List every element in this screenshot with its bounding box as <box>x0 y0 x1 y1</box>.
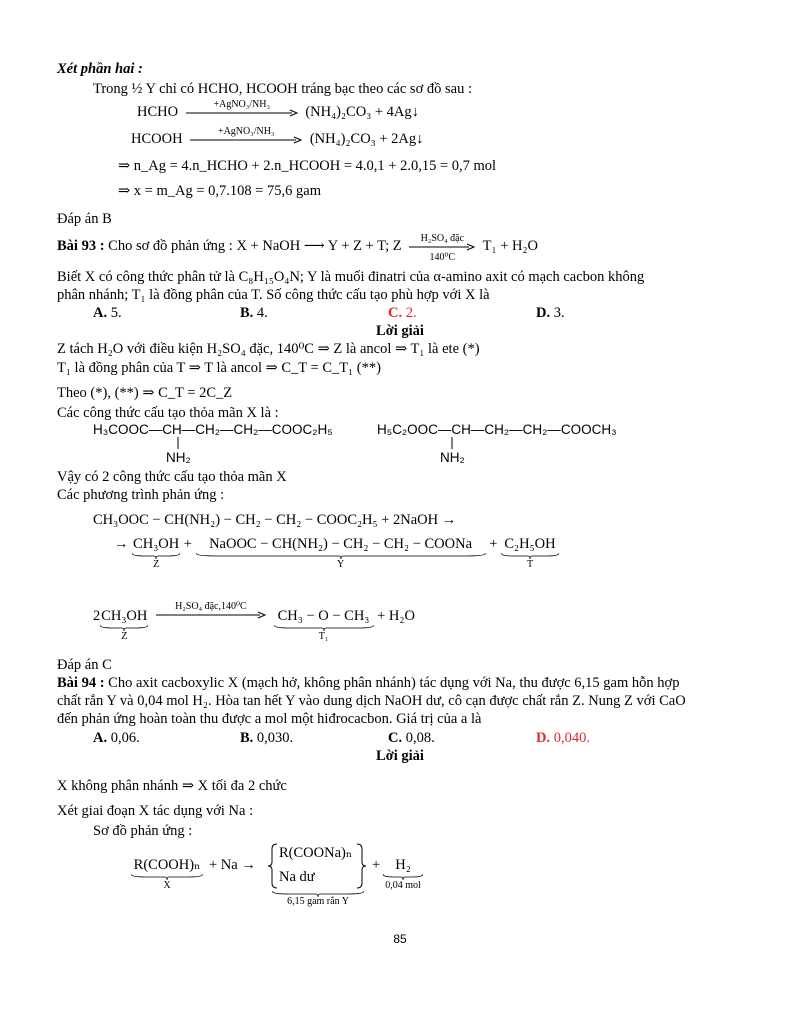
scheme-plus-na: + Na → <box>209 857 256 873</box>
bai93-option-a: A. 5. <box>93 305 122 321</box>
bai94-option-a: A. 0,06. <box>93 730 140 746</box>
reaction-hcho <box>137 98 419 121</box>
bai94-text3: đến phản ứng hoàn toàn thu được a mol một hiđrocacbon. Giá trị của a là <box>57 711 482 727</box>
bai93-arrow <box>409 232 475 263</box>
page-number: 85 <box>393 932 407 946</box>
bai94-text2: chất rắn Y và 0,04 mol H₂. Hòa tan hết Y vào dung dịch NaOH dư, cô cạn được chất rắn Z. Nung Z với CaO <box>57 693 686 709</box>
reaction-arrow <box>190 125 302 144</box>
eq3-z-group <box>100 607 148 642</box>
arrow-label: +AgNO₃/NH₃ <box>213 98 270 110</box>
bai94-s2: Xét giai đoạn X tác dụng với Na : <box>57 803 254 819</box>
eq2-arrow: → <box>114 536 129 552</box>
reaction-hcooh-left: HCOOH <box>131 131 183 147</box>
bai94-text1-content: Cho axit cacboxylic X (mạch hở, không phân nhánh) tác dụng với Na, thu được 6,15 gam hỗn hợp <box>108 675 680 691</box>
reaction-hcho-right: (NH₄)₂CO₃ + 4Ag↓ <box>305 104 419 120</box>
eq3-t1-group <box>274 607 374 642</box>
eq2-z-label: Z <box>153 559 160 570</box>
scheme-h2-group <box>383 856 423 891</box>
bai94-s1: X không phân nhánh ⇒ X tối đa 2 chức <box>57 778 287 794</box>
scheme-x-label: X <box>163 880 171 891</box>
answer-b: Đáp án B <box>57 211 112 227</box>
reaction-hcho-left: HCHO <box>137 104 179 120</box>
structure-1-sub: NH₂ <box>166 450 191 465</box>
eq3-arrow <box>156 601 266 619</box>
bai94-text1 <box>57 674 679 692</box>
structure-2-sub: NH₂ <box>440 450 465 465</box>
bai93-label: Bài 93 : <box>57 238 105 254</box>
eq2-t-group <box>501 535 559 570</box>
eq3-z-label: Z <box>121 631 128 642</box>
scheme-plus2: + <box>372 857 381 873</box>
bai93-option-c: C. 2. <box>388 305 417 321</box>
eq3-tail: + H₂O <box>377 608 415 624</box>
bai94-option-c: C. 0,08. <box>388 730 435 746</box>
arrow-label: H₂SO₄ đặc,140⁰C <box>175 601 247 612</box>
bai93-stem-a: Cho sơ đồ phản ứng : X + NaOH ⟶ Y + Z + T; Z <box>108 238 402 254</box>
scheme-prod-label: 6,15 gam rắn Y <box>287 896 349 907</box>
bai93-text2: phân nhánh; T₁ là đồng phân của T. Số công thức cấu tạo phù hợp với X là <box>57 287 490 303</box>
scheme-h2-label: 0,04 mol <box>385 880 421 891</box>
eq2-t-label: T <box>526 559 534 570</box>
reaction-hcooh-right: (NH₄)₂CO₃ + 2Ag↓ <box>309 131 424 147</box>
bai93-stem <box>57 232 539 263</box>
calc-mass: ⇒ x = m_Ag = 0,7.108 = 75,6 gam <box>118 183 322 199</box>
eq2-z-group <box>132 535 180 570</box>
bai94-solution-title: Lời giải <box>376 748 424 764</box>
bai93-s2: T₁ là đồng phân của T ⇒ T là ancol ⇒ C_T = C_T₁ (**) <box>57 360 381 376</box>
bai93-option-b: B. 4. <box>240 305 268 321</box>
scheme-h2 <box>383 856 423 891</box>
bai94-option-d: D. 0,040. <box>536 730 590 746</box>
structure-2: H₅C₂OOC—CH—CH₂—CH₂—COOCH₃ <box>377 422 617 437</box>
eq2-y-label: Y <box>336 559 345 570</box>
eq3-coef: 2 <box>93 608 101 624</box>
bai93-s1: Z tách H₂O với điều kiện H₂SO₄ đặc, 140⁰C ⇒ Z là ancol ⇒ T₁ là ete (*) <box>57 341 480 357</box>
eq2-y-group <box>196 535 486 570</box>
scheme-prod2: Na dư <box>279 869 315 885</box>
bai93-text1: Biết X có công thức phân tử là C₈H₁₅O₄N; Y là muối đinatri của α-amino axit có mạch cacbon không <box>57 269 645 285</box>
arrow-label: +AgNO₃/NH₃ <box>217 125 275 137</box>
bai93-option-d: D. 3. <box>536 305 565 321</box>
reaction-hcooh <box>131 125 424 148</box>
bai94-option-b: B. 0,030. <box>240 730 294 746</box>
eq2-y: NaOOC − CH(NH₂) − CH₂ − CH₂ − COONa <box>209 536 473 552</box>
scheme-x-group <box>131 856 203 891</box>
bond-line-icon <box>176 437 180 449</box>
eq2-t: C₂H₅OH <box>504 536 556 552</box>
bai93-solution-title: Lời giải <box>376 323 424 339</box>
left-brace-icon <box>268 843 278 889</box>
scheme-left <box>131 856 203 891</box>
equation-3 <box>93 601 415 642</box>
scheme-prod1: R(COONa)ₙ <box>279 845 353 861</box>
eq3-t1-label: T₁ <box>318 631 329 642</box>
calc-nag: ⇒ n_Ag = 4.n_HCHO + 2.n_HCOOH = 4.0,1 + 2.0,15 = 0,7 mol <box>118 158 497 174</box>
eq3-t1: CH₃ − O − CH₃ <box>277 608 370 624</box>
part-two-heading: Xét phần hai : <box>57 61 143 77</box>
scheme-x: R(COOH)ₙ <box>133 857 201 873</box>
answer-c: Đáp án C <box>57 657 112 673</box>
eq2-z: CH₃OH <box>133 536 180 552</box>
part-two-intro: Trong ½ Y chỉ có HCHO, HCOOH tráng bạc theo các sơ đồ sau : <box>93 81 472 97</box>
arrow-label-top: H₂SO₄ đặc <box>420 232 464 244</box>
bai94-label: Bài 94 : <box>57 675 105 691</box>
bai93-stem-b: T₁ + H₂O <box>482 238 539 254</box>
eq3-z: CH₃OH <box>101 608 148 624</box>
scheme-h2-formula: H₂ <box>395 857 411 873</box>
bai93-s3: Theo (*), (**) ⇒ C_T = 2C_Z <box>57 385 233 401</box>
equation-2: → CH₃OH Z + NaOOC − CH(NH₂) − CH₂ − CH₂ − COONa Y + C₂H₅OH T <box>114 535 559 570</box>
equation-1: CH₃OOC − CH(NH₂) − CH₂ − CH₂ − COOC₂H₅ + 2NaOH → <box>93 512 457 528</box>
arrow-label-bottom: 140⁰C <box>429 251 456 263</box>
reaction-arrow <box>186 98 298 117</box>
structure-1: H₃COOC—CH—CH₂—CH₂—COOC₂H₅ <box>93 422 333 437</box>
bai93-s6: Các phương trình phản ứng : <box>57 487 225 503</box>
bai94-s3: Sơ đồ phản ứng : <box>93 823 193 839</box>
bond-line-icon <box>450 437 454 449</box>
bai93-s5: Vậy có 2 công thức cấu tạo thỏa mãn X <box>57 469 287 485</box>
bai93-s4: Các công thức cấu tạo thỏa mãn X là : <box>57 405 279 421</box>
right-brace-icon <box>356 843 366 889</box>
